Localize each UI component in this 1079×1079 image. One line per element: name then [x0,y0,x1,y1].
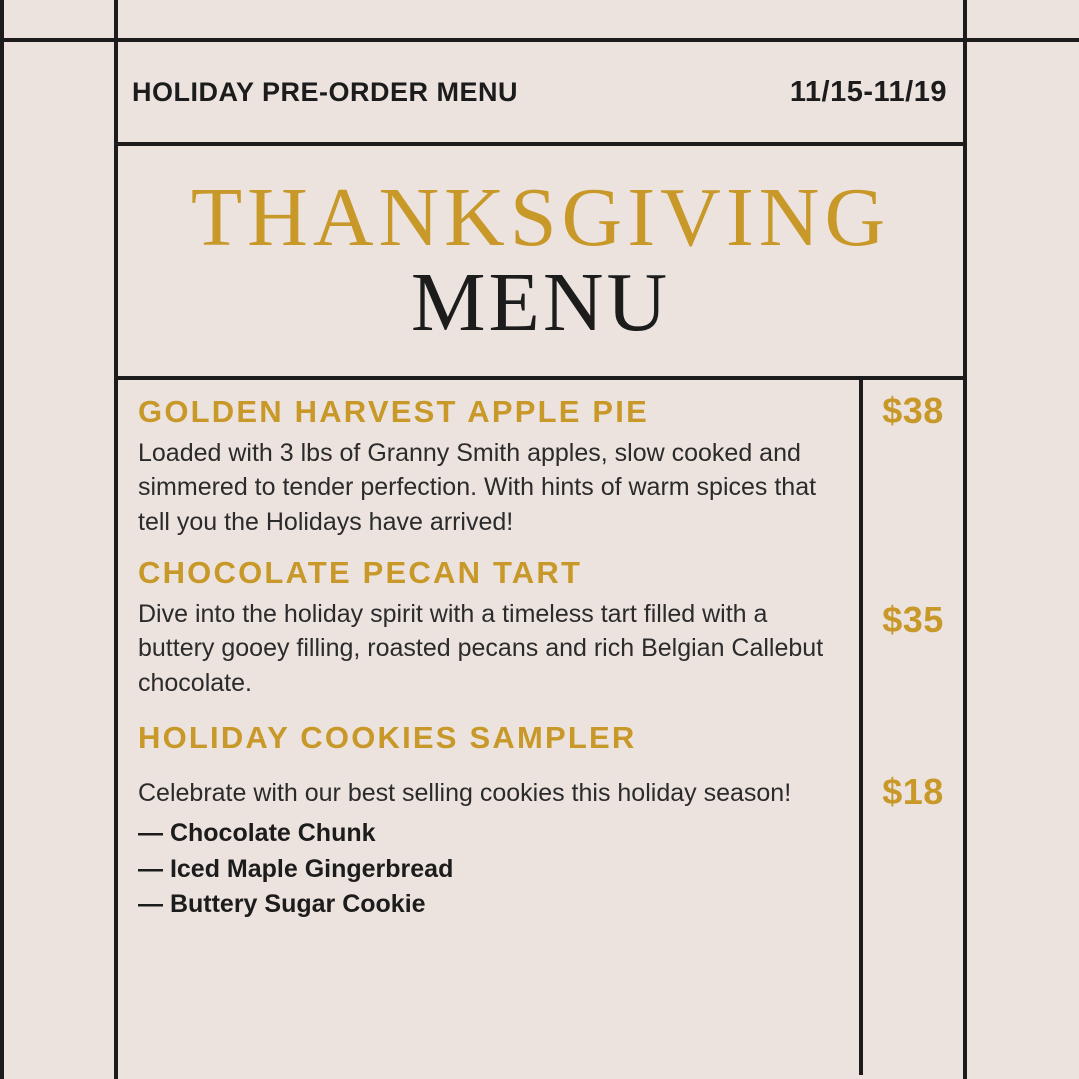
header-date-range: 11/15-11/19 [789,75,947,108]
menu-item-sub-list [138,816,841,923]
divider-right-vertical [963,0,967,1079]
menu-header [118,42,963,146]
menu-item-price: $38 [882,390,944,431]
menu-item-description: Celebrate with our best selling cookies this holiday season! [138,778,792,807]
list-item: — Iced Maple Gingerbread [138,854,454,883]
menu-item-price: $35 [882,599,944,640]
menu-card [118,42,963,1079]
menu-items-column [118,380,863,1075]
divider-left-vertical [0,0,4,1079]
menu-item-price: $18 [882,771,944,812]
menu-item-description: Dive into the holiday spirit with a timeless tart filled with a buttery gooey filling, roasted pecans and rich Belgian Callebut chocolate. [138,599,824,697]
title-line-menu: MENU [410,256,671,350]
menu-item-description: Loaded with 3 lbs of Granny Smith apples, slow cooked and simmered to tender perfection. With hints of warm spices that tell you the Holidays have arrived! [138,438,817,536]
menu-prices-column [863,380,963,1075]
list-item: — Buttery Sugar Cookie [138,890,426,919]
menu-item [138,555,841,700]
menu-item [138,720,841,923]
header-title: HOLIDAY PRE-ORDER MENU [132,76,519,107]
menu-item-name: GOLDEN HARVEST APPLE PIE [138,394,649,429]
menu-item-name: HOLIDAY COOKIES SAMPLER [138,720,637,756]
menu-item-name: CHOCOLATE PECAN TART [138,555,583,591]
list-item: — Chocolate Chunk [138,819,376,848]
title-line-thanksgiving: THANKSGIVING [190,170,891,264]
menu-item [138,394,841,539]
menu-body [118,380,963,1075]
page-title [118,146,963,380]
